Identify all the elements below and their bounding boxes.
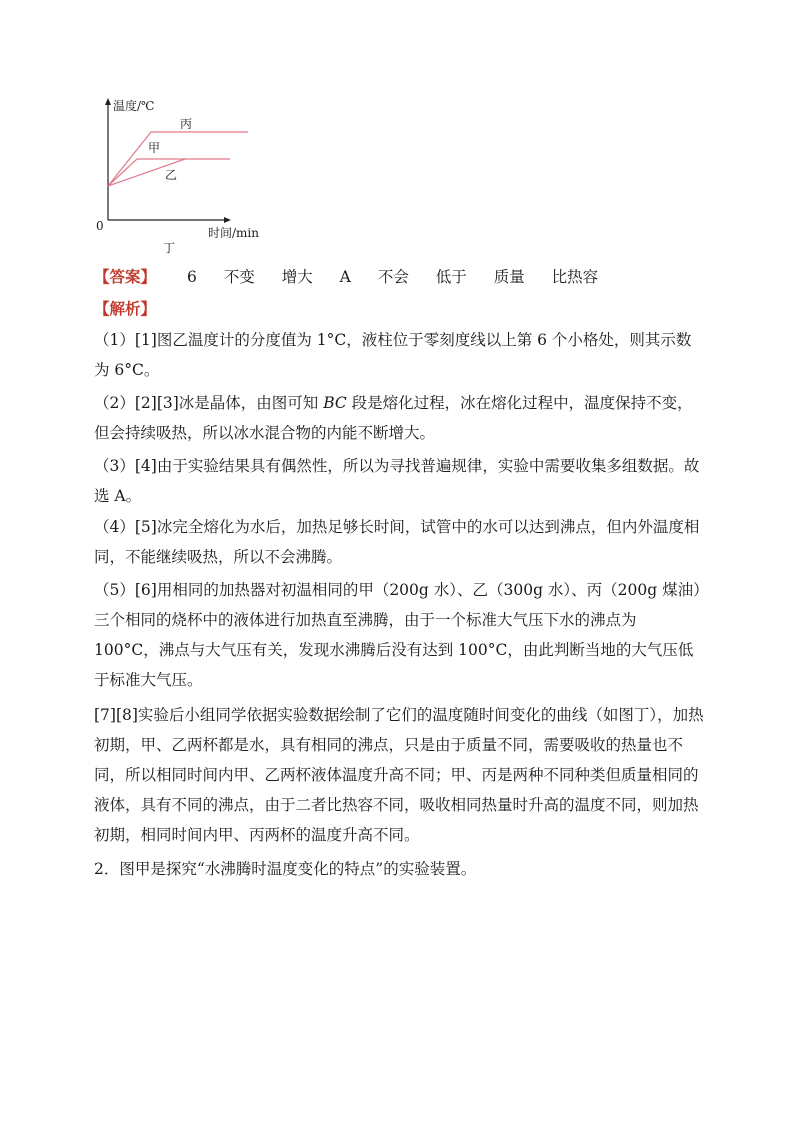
answer-item: 质量 bbox=[493, 268, 525, 286]
answer-item: 不变 bbox=[223, 268, 255, 286]
p2-post: 段是熔化过程，冰在熔化过程中，温度保持不变，但会持续吸热，所以冰水混合物的内能不断增大。 bbox=[94, 394, 693, 442]
yi-label: 乙 bbox=[165, 168, 178, 182]
bing-label: 丙 bbox=[180, 117, 193, 131]
origin-label: 0 bbox=[96, 219, 104, 233]
answer-item: 6 bbox=[186, 268, 197, 286]
analysis-paragraph-2 bbox=[94, 388, 706, 448]
answer-item: A bbox=[339, 268, 351, 286]
analysis-paragraph-5: （5）[6]用相同的加热器对初温相同的甲（200g 水）、乙（300g 水）、丙（200g 煤油）三个相同的烧杯中的液体进行加热直至沸腾，由于一个标准大气压下水的沸点为 100°C，沸点与大气压有关，发现水沸腾后没有达到 100°C，由此判断当地的大气压低于标准大气压。 bbox=[94, 581, 701, 689]
analysis-tag: 【解析】 bbox=[94, 299, 157, 318]
answer-tag: 【答案】 bbox=[94, 267, 157, 286]
jia-label: 甲 bbox=[148, 141, 161, 155]
analysis-paragraph-4: （4）[5]冰完全熔化为水后，加热足够长时间，试管中的水可以达到沸点，但内外温度相同，不能继续吸热，所以不会沸腾。 bbox=[94, 518, 700, 566]
x-axis-arrow bbox=[224, 217, 231, 223]
analysis-paragraph-1: （1）[1]图乙温度计的分度值为 1°C，液柱位于零刻度线以上第 6 个小格处，则其示数为 6°C。 bbox=[94, 331, 692, 379]
answer-item: 不会 bbox=[377, 268, 409, 286]
x-axis-label: 时间/min bbox=[208, 226, 259, 240]
answer-line bbox=[94, 262, 598, 292]
figure-caption: 丁 bbox=[163, 241, 176, 255]
answer-item: 低于 bbox=[435, 268, 467, 286]
y-axis-label: 温度/℃ bbox=[113, 99, 155, 113]
analysis-paragraph-3: （3）[4]由于实验结果具有偶然性，所以为寻找普遍规律，实验中需要收集多组数据。故选 A。 bbox=[94, 457, 700, 505]
p2-segment-label: BC bbox=[323, 394, 347, 412]
temperature-time-figure bbox=[90, 95, 280, 255]
answer-item: 增大 bbox=[281, 268, 313, 286]
y-axis-arrow bbox=[105, 98, 111, 105]
analysis-tag-line bbox=[94, 294, 706, 324]
p2-pre: （2）[2][3]冰是晶体，由图可知 bbox=[94, 394, 324, 412]
answer-item: 比热容 bbox=[551, 268, 599, 286]
question-2: 2．图甲是探究“水沸腾时温度变化的特点”的实验装置。 bbox=[94, 860, 477, 878]
analysis-paragraph-6: [7][8]实验后小组同学依据实验数据绘制了它们的温度随时间变化的曲线（如图丁），加热初期，甲、乙两杯都是水，具有相同的沸点，只是由于质量不同，需要吸收的热量也不同，所以相同时间内甲、乙两杯液体温度升高不同；甲、丙是两种不同种类但质量相同的液体，具有不同的沸点，由于二者比热容不同，吸收相同热量时升高的温度不同，则加热初期，相同时间内甲、丙两杯的温度升高不同。 bbox=[94, 706, 704, 844]
